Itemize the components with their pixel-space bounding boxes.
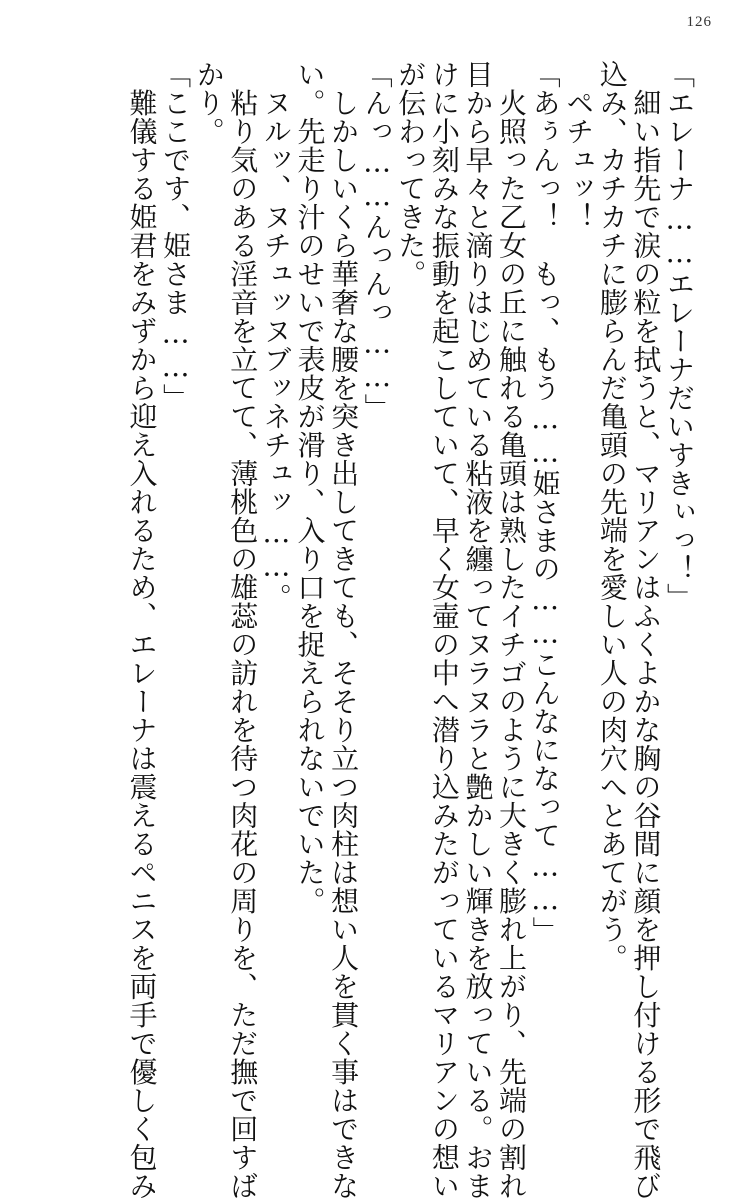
text-line: 「エレーナ……エレーナだいすきぃっ！」: [663, 60, 696, 612]
text-line: 火照った乙女の丘に触れる亀頭は熟したイチゴのように大きく膨れ上がり、先端の割れ: [495, 60, 529, 1200]
text-line: 「んっ……んっんっ……」: [360, 60, 394, 422]
text-line: 込み、カチカチに膨らんだ亀頭の先端を愛しい人の肉穴へとあてがう。: [595, 60, 629, 972]
text-line: 粘り気のある淫音を立てて、薄桃色の雄蕊の訪れを待つ肉花の周りを、ただ撫で回すば: [226, 60, 260, 1200]
text-line: 「ここです、姫さま……」: [159, 60, 193, 412]
text-line: 目から早々と滴りはじめている粘液を纏ってヌラヌラと艶かしい輝きを放っている。おま: [461, 60, 495, 1200]
body-text: [36, 60, 696, 1200]
text-line: が伝わってきた。: [394, 60, 428, 288]
text-line: かり。: [192, 60, 226, 146]
text-line: ヌルッ、ヌチュッヌブッネチュッ……。: [259, 60, 293, 612]
text-line: しかしいくら華奢な腰を突き出してきても、そそり立つ肉柱は想い人を貫く事はできな: [327, 60, 361, 1200]
text-line: 難儀する姫君をみずから迎え入れるため、エレーナは震えるペニスを両手で優しく包み: [125, 60, 159, 1200]
text-line: い。先走り汁のせいで表皮が滑り、入り口を捉えられないでいた。: [293, 60, 327, 915]
text-line: ペチュッ！: [562, 60, 596, 231]
text-line: 細い指先で涙の粒を拭うと、マリアンはふくよかな胸の谷間に顔を押し付ける形で飛び: [629, 60, 663, 1200]
page-number: 126: [686, 14, 712, 30]
text-line: 「あぅんっ！ もっ、もう……姫さまの……こんなになって……」: [528, 60, 562, 945]
text-line: けに小刻みな振動を起こしていて、早く女壷の中へ潜り込みたがっているマリアンの想い: [427, 60, 461, 1200]
